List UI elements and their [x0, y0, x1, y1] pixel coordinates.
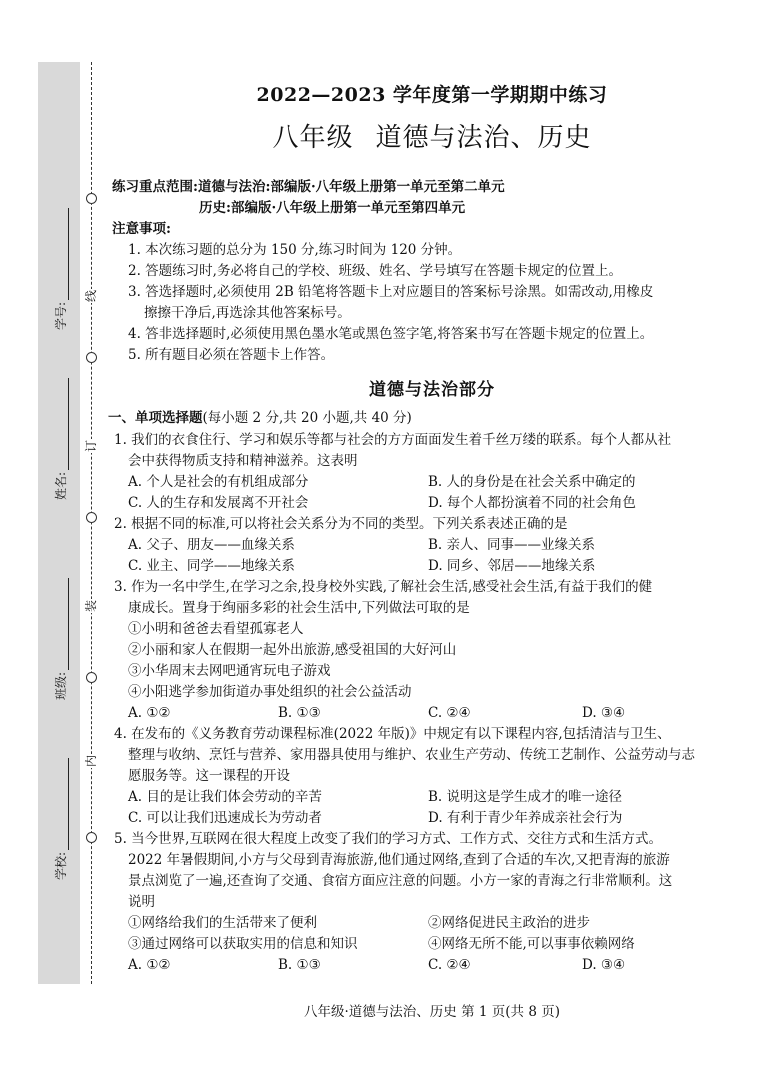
- q1-option-c[interactable]: C. 人的生存和发展离不开社会: [128, 495, 309, 511]
- school-blank[interactable]: [57, 758, 69, 850]
- student-id-blank[interactable]: [57, 208, 69, 300]
- class-label: 班级:: [54, 671, 68, 700]
- q3-stem-1: 3. 作为一名中学生,在学习之余,投身校外实践,了解社会生活,感受社会生活,有益于我们的健: [114, 579, 653, 595]
- school-field: [52, 758, 69, 880]
- name-field: [52, 378, 69, 500]
- q5-statement-3: ③通过网络可以获取实用的信息和知识: [128, 936, 358, 952]
- q2-stem-1: 2. 根据不同的标准,可以将社会关系分为不同的类型。下列关系表述正确的是: [114, 516, 568, 532]
- q5-stem-3: 景点浏览了一遍,还查询了交通、食宿方面应注意的问题。小方一家的青海之行非常顺利。这: [128, 873, 673, 889]
- student-id-field: [52, 208, 69, 330]
- q1-option-d[interactable]: D. 每个人都扮演着不同的社会角色: [428, 495, 636, 511]
- q1-stem-2: 会中获得物质支持和精神滋养。这表明: [128, 453, 358, 469]
- class-blank[interactable]: [57, 578, 69, 670]
- seal-char-zhuang: 装: [84, 600, 98, 613]
- q4-option-c[interactable]: C. 可以让我们迅速成长为劳动者: [128, 810, 322, 826]
- q2-option-b[interactable]: B. 亲人、同事——业缘关系: [428, 537, 596, 553]
- part-heading: [108, 408, 412, 428]
- seal-circle: [86, 512, 97, 523]
- q5-option-a[interactable]: A. ①②: [128, 957, 171, 973]
- q5-option-b[interactable]: B. ①③: [278, 957, 321, 973]
- q5-statement-4: ④网络无所不能,可以事事依赖网络: [428, 936, 635, 952]
- q5-option-c[interactable]: C. ②④: [428, 957, 471, 973]
- seal-circle: [86, 352, 97, 363]
- section-title: 道德与法治部分: [369, 380, 495, 400]
- scope-line-1: [112, 177, 505, 197]
- q4-option-b[interactable]: B. 说明这是学生成才的唯一途径: [428, 789, 623, 805]
- q2-option-c[interactable]: C. 业主、同学——地缘关系: [128, 558, 295, 574]
- q3-option-a[interactable]: A. ①②: [128, 705, 171, 721]
- q4-stem-3: 愿服务等。这一课程的开设: [128, 768, 290, 784]
- q5-stem-1: 5. 当今世界,互联网在很大程度上改变了我们的学习方式、工作方式、交往方式和生活方式。: [114, 831, 662, 847]
- q5-stem-4: 说明: [128, 894, 155, 910]
- class-field: [52, 578, 69, 700]
- school-label: 学校:: [54, 851, 68, 880]
- q2-option-d[interactable]: D. 同乡、邻居——地缘关系: [428, 558, 596, 574]
- q1-option-b[interactable]: B. 人的身份是在社会关系中确定的: [428, 474, 636, 490]
- q3-option-b[interactable]: B. ①③: [278, 705, 321, 721]
- q3-option-d[interactable]: D. ③④: [582, 705, 626, 721]
- scope-label: 练习重点范围:: [112, 179, 198, 195]
- page-footer: 八年级·道德与法治、历史 第 1 页(共 8 页): [304, 1004, 560, 1020]
- seal-char-ding: 订: [84, 440, 98, 453]
- part-note: (每小题 2 分,共 20 小题,共 40 分): [202, 410, 412, 426]
- q4-option-a[interactable]: A. 目的是让我们体会劳动的辛苦: [128, 789, 322, 805]
- seal-circle: [86, 193, 97, 204]
- seal-circle: [86, 832, 97, 843]
- scope-text-1: 道德与法治:部编版·八年级上册第一单元至第二单元: [197, 179, 505, 195]
- q5-statement-1: ①网络给我们的生活带来了便利: [128, 915, 317, 931]
- seal-char-xian: 线: [84, 290, 98, 303]
- part-label: 一、单项选择题: [108, 410, 203, 426]
- q4-option-d[interactable]: D. 有利于青少年养成亲社会行为: [428, 810, 623, 826]
- note-item-4: 4. 答非选择题时,必须使用黑色墨水笔或黑色签字笔,将答案书写在答题卡规定的位置上。: [128, 326, 654, 342]
- student-id-label: 学号:: [54, 301, 68, 330]
- seal-circle: [86, 672, 97, 683]
- q3-stem-2: 康成长。置身于绚丽多彩的社会生活中,下列做法可取的是: [128, 600, 470, 616]
- q3-option-c[interactable]: C. ②④: [428, 705, 471, 721]
- scope-text-2: 历史:部编版·八年级上册第一单元至第四单元: [199, 200, 466, 216]
- q5-statement-2: ②网络促进民主政治的进步: [428, 915, 590, 931]
- exam-title: 2022—2023 学年度第一学期期中练习: [256, 84, 608, 106]
- subject-label: 道德与法治、历史: [375, 123, 592, 153]
- q5-stem-2: 2022 年暑假期间,小方与父母到青海旅游,他们通过网络,查到了合适的车次,又把青海的旅游: [128, 852, 670, 868]
- note-item-3-cont: 擦擦干净后,再选涂其他答案标号。: [144, 305, 351, 321]
- q3-statement-3: ③小华周末去网吧通宵玩电子游戏: [128, 663, 331, 679]
- grade-label: 八年级: [272, 123, 354, 153]
- q1-option-a[interactable]: A. 个人是社会的有机组成部分: [128, 474, 309, 490]
- seal-char-nei: 内: [84, 755, 98, 768]
- note-item-5: 5. 所有题目必须在答题卡上作答。: [128, 347, 335, 363]
- q3-statement-2: ②小丽和家人在假期一起外出旅游,感受祖国的大好河山: [128, 642, 457, 658]
- q2-option-a[interactable]: A. 父子、朋友——血缘关系: [128, 537, 295, 553]
- q3-statement-4: ④小阳逃学参加街道办事处组织的社会公益活动: [128, 684, 412, 700]
- q4-stem-1: 4. 在发布的《义务教育劳动课程标准(2022 年版)》中规定有以下课程内容,包括清洁与卫生、: [114, 726, 671, 742]
- note-item-1: 1. 本次练习题的总分为 150 分,练习时间为 120 分钟。: [128, 242, 462, 258]
- q3-statement-1: ①小明和爸爸去看望孤寡老人: [128, 621, 304, 637]
- note-item-3: 3. 答选择题时,必须使用 2B 铅笔将答题卡上对应题目的答案标号涂黑。如需改动,用橡皮: [128, 284, 654, 300]
- name-label: 姓名:: [54, 471, 68, 500]
- exam-subtitle: [112, 117, 752, 154]
- note-item-2: 2. 答题练习时,务必将自己的学校、班级、姓名、学号填写在答题卡规定的位置上。: [128, 263, 622, 279]
- name-blank[interactable]: [57, 378, 69, 470]
- q1-stem-1: 1. 我们的衣食住行、学习和娱乐等都与社会的方方面面发生着千丝万缕的联系。每个人都从社: [114, 432, 672, 448]
- q5-option-d[interactable]: D. ③④: [582, 957, 626, 973]
- notes-label: 注意事项:: [112, 221, 171, 237]
- q4-stem-2: 整理与收纳、烹饪与营养、家用器具使用与维护、农业生产劳动、传统工艺制作、公益劳动与志: [128, 747, 695, 763]
